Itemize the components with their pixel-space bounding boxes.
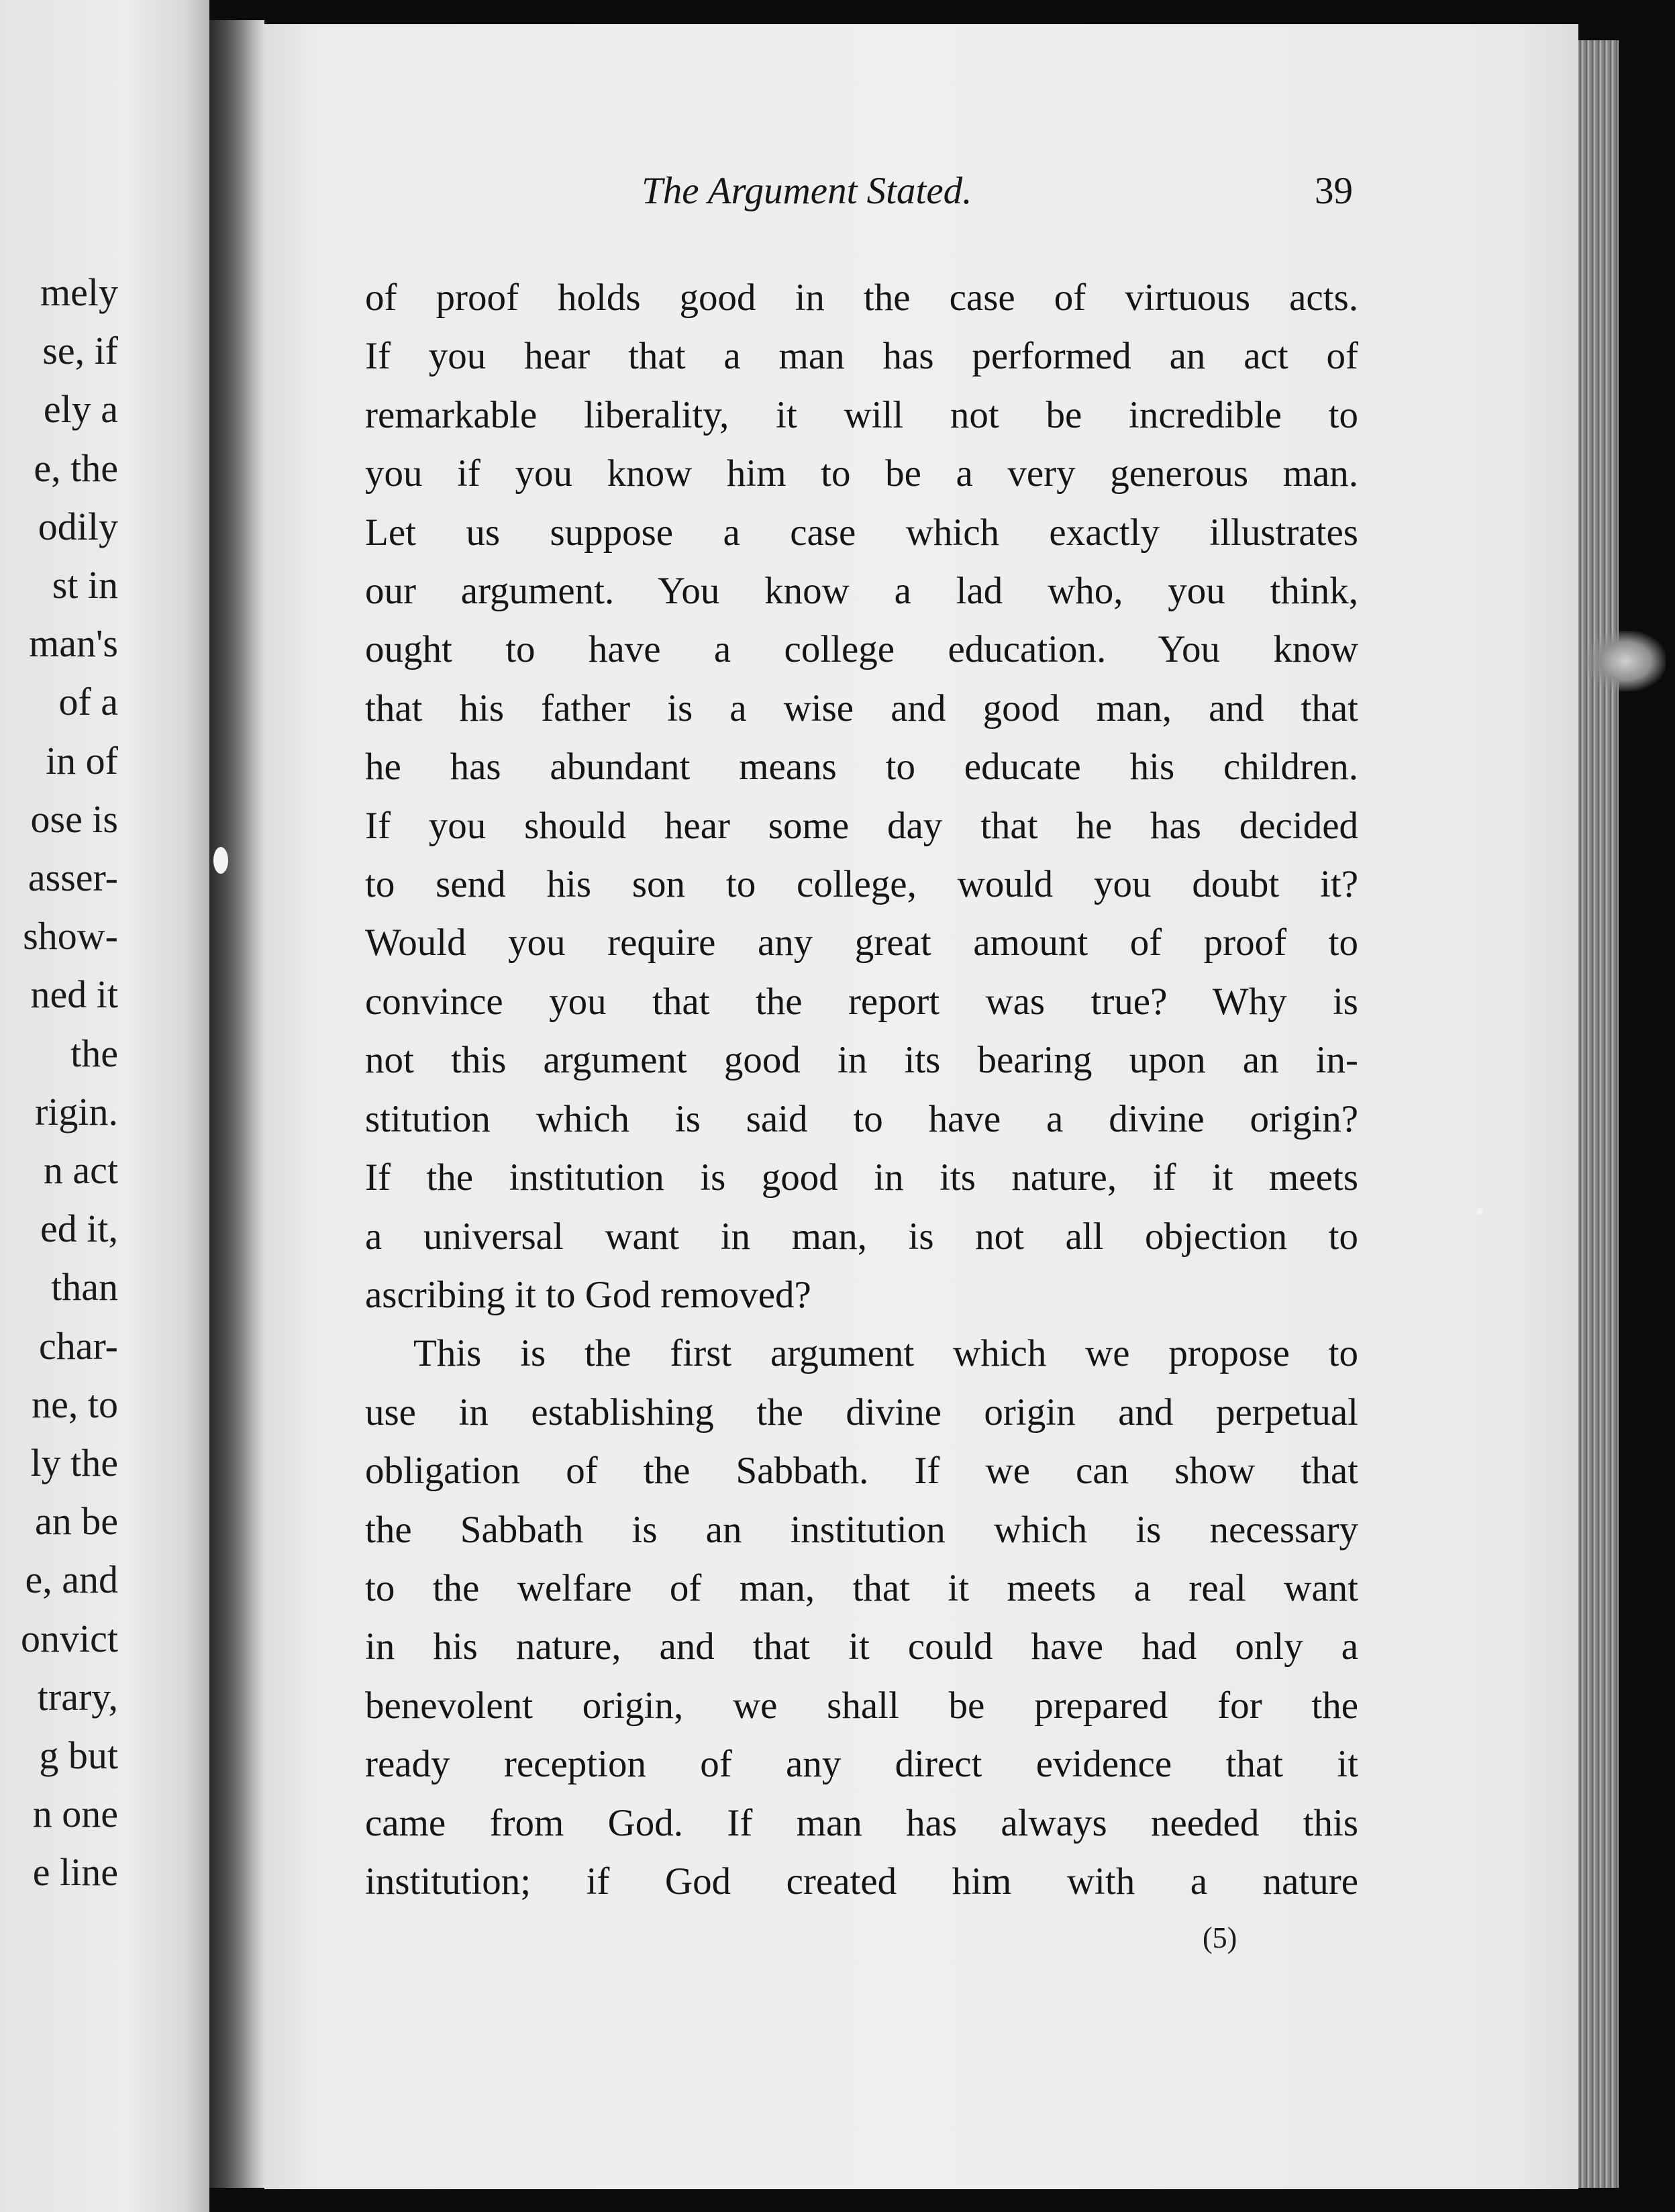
previous-page-line: asser- [28,856,118,900]
previous-page-line: ly the [30,1441,118,1485]
page-edge-stack [1578,40,1619,2188]
page-number: 39 [1315,170,1353,212]
scan-speck [213,847,228,874]
text-line: Would you require any great amount of proof to [365,921,1358,964]
page-body-text [365,268,1358,1911]
previous-page-line: g but [39,1733,118,1778]
previous-page-line: mely [40,270,118,314]
text-line: If the institution is good in its nature, if it meets [365,1156,1358,1199]
previous-page-line: ely a [43,387,118,432]
text-line: of proof holds good in the case of virtuous acts. [365,276,1358,319]
text-line: in his nature, and that it could have had only a [365,1625,1358,1668]
text-line: convince you that the report was true? Why is [365,980,1358,1023]
text-line: obligation of the Sabbath. If we can show that [365,1450,1358,1493]
text-line: ought to have a college education. You know [365,628,1358,671]
running-title: The Argument Stated. [642,170,972,212]
text-line: Let us suppose a case which exactly illustrates [365,511,1358,554]
previous-page-line: ne, to [32,1382,118,1426]
previous-page-line: in of [46,738,118,783]
scan-speck [1476,1208,1483,1215]
text-line: ready reception of any direct evidence that it [365,1743,1358,1786]
text-line: benevolent origin, we shall be prepared for the [365,1684,1358,1727]
previous-page [0,0,209,2212]
text-line: the Sabbath is an institution which is necessary [365,1508,1358,1551]
previous-page-line: st in [52,563,118,607]
text-line: remarkable liberality, it will not be incredible to [365,393,1358,436]
previous-page-line: an be [35,1499,118,1544]
previous-page-line: than [51,1265,118,1309]
page-edge-stain [1585,631,1666,691]
previous-page-line: odily [38,504,118,548]
previous-page-line: se, if [42,329,118,373]
paragraph-last-line: ascribing it to God removed? [365,1273,811,1316]
text-line: to the welfare of man, that it meets a real want [365,1566,1358,1609]
text-line: came from God. If man has always needed this [365,1801,1358,1844]
previous-page-line: n one [32,1792,118,1836]
text-line: use in establishing the divine origin and perpetual [365,1391,1358,1434]
text-line: he has abundant means to educate his children. [365,746,1358,789]
text-line: stitution which is said to have a divine origin? [365,1097,1358,1140]
text-line: If you hear that a man has performed an act of [365,335,1358,378]
previous-page-line: show- [23,914,118,958]
previous-page-line: char- [39,1323,118,1368]
previous-page-line: e line [32,1850,118,1895]
text-line: a universal want in man, is not all objection to [365,1215,1358,1258]
text-line: that his father is a wise and good man, and that [365,687,1358,730]
text-line: to send his son to college, would you doubt it? [365,863,1358,906]
previous-page-line: trary, [37,1674,118,1719]
signature-mark: (5) [1203,1921,1237,1954]
text-line: our argument. You know a lad who, you think, [365,570,1358,613]
running-head [642,169,1353,223]
previous-page-line: ned it [30,972,118,1017]
previous-page-line: ose is [30,797,118,841]
paragraph-first-line: This is the first argument which we propose to [413,1332,1358,1375]
previous-page-line: e, and [25,1558,118,1602]
text-line: institution; if God created him with a nature [365,1860,1358,1903]
previous-page-line: the [70,1031,118,1075]
previous-page-line: of a [58,680,118,724]
previous-page-text [21,263,118,1902]
previous-page-line: man's [29,621,118,666]
text-line: not this argument good in its bearing upon an in- [365,1039,1358,1082]
previous-page-line: rigin. [34,1089,118,1134]
previous-page-line: onvict [21,1616,118,1660]
book-gutter [209,20,264,2188]
text-line: you if you know him to be a very generous man. [365,452,1358,495]
previous-page-line: ed it, [40,1207,118,1251]
text-line: If you should hear some day that he has decided [365,804,1358,847]
previous-page-line: e, the [34,446,118,490]
previous-page-line: n act [43,1148,118,1193]
